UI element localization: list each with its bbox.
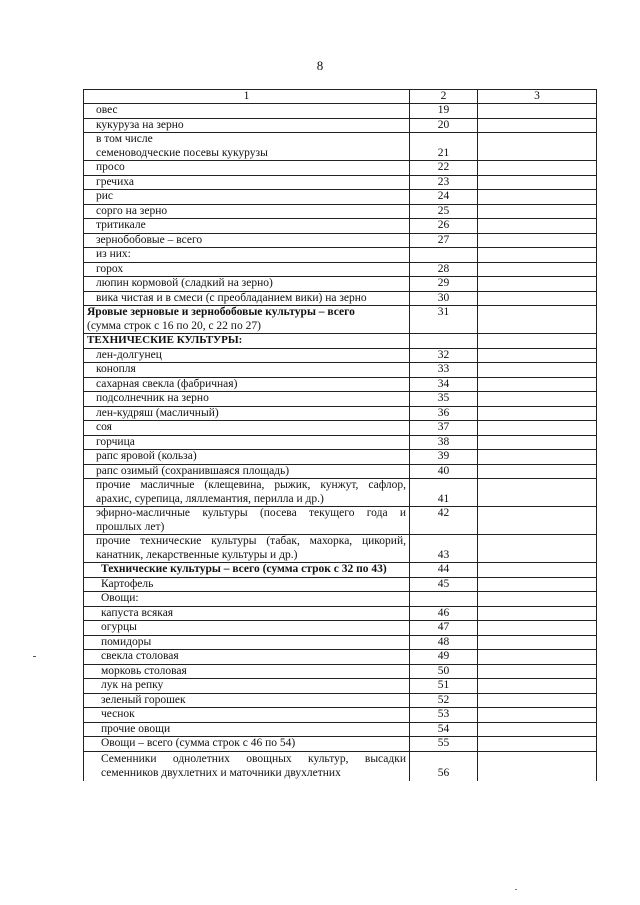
- table-row: [84, 450, 597, 465]
- row-label: Технические культуры – всего (сумма строк с 32 по 43): [84, 563, 410, 578]
- row-label: Овощи – всего (сумма строк с 46 по 54): [84, 737, 410, 752]
- row-value-cell[interactable]: [478, 421, 597, 436]
- row-code: 55: [410, 737, 478, 752]
- row-value-cell[interactable]: [478, 563, 597, 578]
- row-value-cell[interactable]: [478, 248, 597, 263]
- row-label: Картофель: [84, 577, 410, 592]
- row-value-cell[interactable]: [478, 104, 597, 119]
- row-label: люпин кормовой (сладкий на зерно): [84, 277, 410, 292]
- table-row: [84, 635, 597, 650]
- row-value-cell[interactable]: [478, 118, 597, 133]
- row-code: 38: [410, 435, 478, 450]
- row-value-cell[interactable]: [478, 722, 597, 737]
- row-value-cell[interactable]: [478, 291, 597, 306]
- table-row: [84, 693, 597, 708]
- row-value-cell[interactable]: [478, 606, 597, 621]
- row-code: 48: [410, 635, 478, 650]
- row-value-cell[interactable]: [478, 133, 597, 161]
- table-header-row: [84, 90, 597, 104]
- table-row: [84, 737, 597, 752]
- row-code: 32: [410, 348, 478, 363]
- row-code: 52: [410, 693, 478, 708]
- table-row: [84, 751, 597, 781]
- row-label: Овощи:: [84, 592, 410, 607]
- table-row: [84, 363, 597, 378]
- row-label: огурцы: [84, 621, 410, 636]
- row-code: 19: [410, 104, 478, 119]
- table-row: [84, 248, 597, 263]
- row-label: помидоры: [84, 635, 410, 650]
- margin-mark: [33, 656, 36, 657]
- row-code: 37: [410, 421, 478, 436]
- row-value-cell[interactable]: [478, 664, 597, 679]
- row-value-cell[interactable]: [478, 450, 597, 465]
- table-row: [84, 204, 597, 219]
- table-row: [84, 708, 597, 723]
- row-label: рапс озимый (сохранившаяся площадь): [84, 464, 410, 479]
- row-label: тритикале: [84, 219, 410, 234]
- table-row: [84, 291, 597, 306]
- row-value-cell[interactable]: [478, 535, 597, 563]
- page-number: 8: [316, 58, 324, 73]
- table-row: [84, 175, 597, 190]
- table-row: [84, 479, 597, 507]
- table-row: [84, 377, 597, 392]
- table-row: [84, 507, 597, 535]
- row-code: 53: [410, 708, 478, 723]
- table-row: [84, 606, 597, 621]
- row-code: 46: [410, 606, 478, 621]
- row-code: 40: [410, 464, 478, 479]
- row-code: 50: [410, 664, 478, 679]
- row-value-cell[interactable]: [478, 479, 597, 507]
- row-value-cell[interactable]: [478, 679, 597, 694]
- table-row: [84, 190, 597, 205]
- row-label: просо: [84, 161, 410, 176]
- row-label: зернобобовые – всего: [84, 233, 410, 248]
- row-code: 36: [410, 406, 478, 421]
- row-code: 33: [410, 363, 478, 378]
- row-label: лук на репку: [84, 679, 410, 694]
- row-label: соя: [84, 421, 410, 436]
- row-label: вика чистая и в смеси (с преобладанием вики) на зерно: [84, 291, 410, 306]
- table-row: [84, 277, 597, 292]
- row-code: 28: [410, 262, 478, 277]
- row-code: [410, 334, 478, 349]
- row-value-cell[interactable]: [478, 635, 597, 650]
- table-row: [84, 722, 597, 737]
- table-row: [84, 392, 597, 407]
- row-value-cell[interactable]: [478, 175, 597, 190]
- row-value-cell[interactable]: [478, 592, 597, 607]
- row-code: 47: [410, 621, 478, 636]
- row-value-cell[interactable]: [478, 277, 597, 292]
- row-label: сахарная свекла (фабричная): [84, 377, 410, 392]
- crop-form-table: [83, 89, 597, 781]
- row-label: сорго на зерно: [84, 204, 410, 219]
- row-value-cell[interactable]: [478, 233, 597, 248]
- row-label: ТЕХНИЧЕСКИЕ КУЛЬТУРЫ:: [84, 334, 410, 349]
- row-value-cell[interactable]: [478, 621, 597, 636]
- row-value-cell[interactable]: [478, 650, 597, 665]
- row-code: [410, 248, 478, 263]
- row-code: [410, 592, 478, 607]
- row-code: 31: [410, 306, 478, 334]
- row-code: 26: [410, 219, 478, 234]
- row-value-cell[interactable]: [478, 435, 597, 450]
- row-code: 24: [410, 190, 478, 205]
- row-value-cell[interactable]: [478, 693, 597, 708]
- table-row: [84, 104, 597, 119]
- table-row: [84, 679, 597, 694]
- row-label: капуста всякая: [84, 606, 410, 621]
- row-code: 34: [410, 377, 478, 392]
- row-label: рис: [84, 190, 410, 205]
- row-value-cell[interactable]: [478, 348, 597, 363]
- footer-speck: [515, 889, 517, 890]
- row-label: в том числе семеноводческие посевы кукурузы: [84, 133, 410, 161]
- row-code: 22: [410, 161, 478, 176]
- row-code: 44: [410, 563, 478, 578]
- column-header-3: 3: [478, 90, 597, 104]
- table-row: [84, 219, 597, 234]
- table-row: [84, 535, 597, 563]
- row-label: гречиха: [84, 175, 410, 190]
- row-value-cell[interactable]: [478, 262, 597, 277]
- row-label-sub: (сумма строк с 16 по 20, с 22 по 27): [87, 319, 261, 332]
- table-row: [84, 664, 597, 679]
- row-code: 20: [410, 118, 478, 133]
- row-label: свекла столовая: [84, 650, 410, 665]
- row-code: 25: [410, 204, 478, 219]
- row-value-cell[interactable]: [478, 751, 597, 781]
- row-label: эфирно-масличные культуры (посева текущего года и прошлых лет): [84, 507, 410, 535]
- table-row: [84, 621, 597, 636]
- row-label: прочие овощи: [84, 722, 410, 737]
- row-code: 29: [410, 277, 478, 292]
- row-code: 41: [410, 479, 478, 507]
- table-row: [84, 577, 597, 592]
- row-value-cell[interactable]: [478, 219, 597, 234]
- table-row: [84, 435, 597, 450]
- row-code: 30: [410, 291, 478, 306]
- row-value-cell[interactable]: [478, 190, 597, 205]
- table-row: [84, 348, 597, 363]
- row-label: конопля: [84, 363, 410, 378]
- table-row: [84, 563, 597, 578]
- table-row: [84, 406, 597, 421]
- table-row: [84, 650, 597, 665]
- row-code: 27: [410, 233, 478, 248]
- row-value-cell[interactable]: [478, 708, 597, 723]
- row-code: 21: [410, 133, 478, 161]
- row-label-main: Яровые зерновые и зернобобовые культуры – всего: [87, 306, 355, 318]
- row-label: рапс яровой (кольза): [84, 450, 410, 465]
- row-label: прочие технические культуры (табак, махорка, цикорий, канатник, лекарственные культуры и др.): [84, 535, 410, 563]
- row-label: лен-кудряш (масличный): [84, 406, 410, 421]
- row-value-cell[interactable]: [478, 306, 597, 334]
- row-code: 54: [410, 722, 478, 737]
- row-code: 56: [410, 751, 478, 781]
- row-value-cell[interactable]: [478, 392, 597, 407]
- row-value-cell[interactable]: [478, 204, 597, 219]
- row-value-cell[interactable]: [478, 377, 597, 392]
- table-row: [84, 334, 597, 349]
- row-label: лен-долгунец: [84, 348, 410, 363]
- row-label: кукуруза на зерно: [84, 118, 410, 133]
- row-code: 45: [410, 577, 478, 592]
- row-label: морковь столовая: [84, 664, 410, 679]
- table-row: [84, 133, 597, 161]
- table-row: [84, 118, 597, 133]
- row-code: 43: [410, 535, 478, 563]
- row-label: чеснок: [84, 708, 410, 723]
- row-value-cell[interactable]: [478, 577, 597, 592]
- table-row: [84, 233, 597, 248]
- row-code: 51: [410, 679, 478, 694]
- table-row: [84, 306, 597, 334]
- row-code: 42: [410, 507, 478, 535]
- row-value-cell[interactable]: [478, 406, 597, 421]
- table-row: [84, 421, 597, 436]
- table-row: [84, 161, 597, 176]
- table-row: [84, 592, 597, 607]
- row-label: горчица: [84, 435, 410, 450]
- table-row: [84, 464, 597, 479]
- column-header-2: 2: [410, 90, 478, 104]
- column-header-1: 1: [84, 90, 410, 104]
- row-value-cell[interactable]: [478, 363, 597, 378]
- row-value-cell[interactable]: [478, 161, 597, 176]
- row-code: 49: [410, 650, 478, 665]
- row-label: овес: [84, 104, 410, 119]
- row-value-cell[interactable]: [478, 737, 597, 752]
- row-label: Семенники однолетних овощных культур, высадки семенников двухлетних и маточники двухлетних: [84, 751, 410, 781]
- table-row: [84, 262, 597, 277]
- row-label: зеленый горошек: [84, 693, 410, 708]
- row-value-cell[interactable]: [478, 464, 597, 479]
- row-code: 35: [410, 392, 478, 407]
- row-label: подсолнечник на зерно: [84, 392, 410, 407]
- row-code: 39: [410, 450, 478, 465]
- row-value-cell[interactable]: [478, 507, 597, 535]
- row-label: [84, 306, 410, 334]
- row-label: из них:: [84, 248, 410, 263]
- row-value-cell[interactable]: [478, 334, 597, 349]
- row-code: 23: [410, 175, 478, 190]
- row-label: горох: [84, 262, 410, 277]
- row-label: прочие масличные (клещевина, рыжик, кунжут, сафлор, арахис, сурепица, ляллемантия, перилла и др.): [84, 479, 410, 507]
